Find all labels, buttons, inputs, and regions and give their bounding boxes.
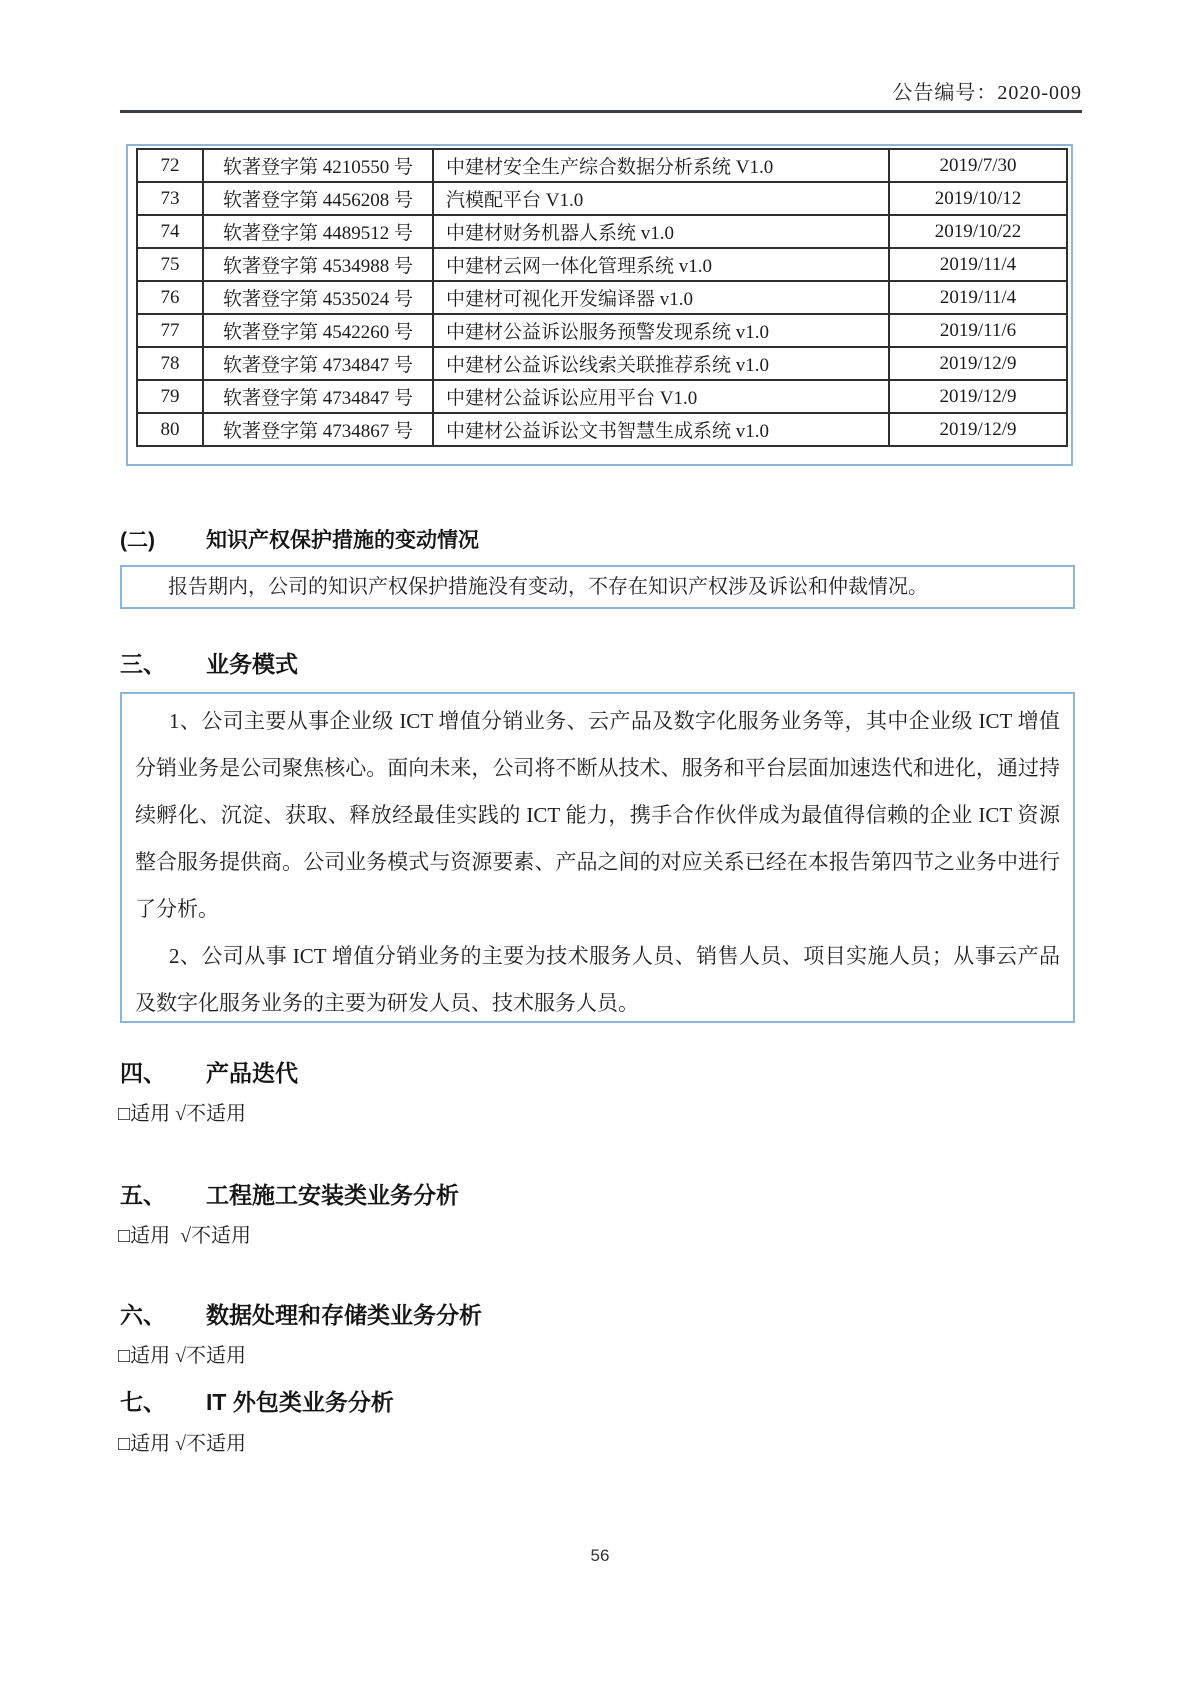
cell-software-name: 中建材财务机器人系统 v1.0 xyxy=(433,215,889,248)
section-ip-protection-heading xyxy=(120,524,479,554)
table-row xyxy=(137,380,1067,413)
cell-software-name: 中建材公益诉讼服务预警发现系统 v1.0 xyxy=(433,314,889,347)
table-row xyxy=(137,413,1067,446)
copyright-table xyxy=(136,148,1068,447)
doc-number: 公告编号：2020-009 xyxy=(892,82,1082,104)
cell-registration-date: 2019/11/4 xyxy=(889,248,1067,281)
table-row xyxy=(137,314,1067,347)
cell-registration-no: 软著登字第 4734867 号 xyxy=(203,413,433,446)
cell-index: 77 xyxy=(137,314,203,347)
ip-protection-statement-box xyxy=(120,565,1075,609)
cell-index: 78 xyxy=(137,347,203,380)
table-row xyxy=(137,149,1067,182)
cell-index: 74 xyxy=(137,215,203,248)
section-number: 四、 xyxy=(120,1060,166,1086)
section-number: 五、 xyxy=(120,1182,166,1208)
cell-registration-date: 2019/11/6 xyxy=(889,314,1067,347)
cell-registration-date: 2019/12/9 xyxy=(889,413,1067,446)
cell-index: 75 xyxy=(137,248,203,281)
cell-registration-date: 2019/10/12 xyxy=(889,182,1067,215)
cell-registration-no: 软著登字第 4734847 号 xyxy=(203,380,433,413)
cell-registration-no: 软著登字第 4535024 号 xyxy=(203,281,433,314)
table-row xyxy=(137,248,1067,281)
cell-software-name: 中建材安全生产综合数据分析系统 V1.0 xyxy=(433,149,889,182)
section-number: 六、 xyxy=(120,1302,166,1328)
header-rule xyxy=(120,110,1082,113)
cell-registration-date: 2019/11/4 xyxy=(889,281,1067,314)
section-title: 工程施工安装类业务分析 xyxy=(206,1182,459,1208)
section-it-outsourcing-heading xyxy=(120,1384,394,1417)
cell-software-name: 中建材云网一体化管理系统 v1.0 xyxy=(433,248,889,281)
cell-software-name: 中建材公益诉讼线索关联推荐系统 v1.0 xyxy=(433,347,889,380)
copyright-table-box xyxy=(126,144,1073,466)
business-model-paragraph-2: 2、公司从事 ICT 增值分销业务的主要为技术服务人员、销售人员、项目实施人员；从事云产品及数字化服务业务的主要为研发人员、技术服务人员。 xyxy=(135,944,1060,1015)
section-title: 产品迭代 xyxy=(206,1060,298,1086)
construction-applicability: □适用 √不适用 xyxy=(118,1225,252,1247)
cell-index: 73 xyxy=(137,182,203,215)
cell-registration-date: 2019/12/9 xyxy=(889,380,1067,413)
business-model-box xyxy=(120,692,1075,1023)
ip-protection-statement: 报告期内，公司的知识产权保护措施没有变动，不存在知识产权涉及诉讼和仲裁情况。 xyxy=(168,576,928,598)
table-row xyxy=(137,215,1067,248)
section-title: IT 外包类业务分析 xyxy=(206,1389,394,1415)
section-business-model-heading xyxy=(120,646,298,679)
section-construction-heading xyxy=(120,1177,459,1210)
cell-registration-date: 2019/7/30 xyxy=(889,149,1067,182)
business-model-paragraph-1: 1、公司主要从事企业级 ICT 增值分销业务、云产品及数字化服务业务等，其中企业级 ICT 增值分销业务是公司聚焦核心。面向未来，公司将不断从技术、服务和平台层面加速迭代和进化，通过持续孵化、沉淀、获取、释放经最佳实践的 ICT 能力，携手合作伙伴成为最值得信赖的企业 ICT 资源整合服务提供商。公司业务模式与资源要素、产品之间的对应关系已经在本报告第四节之业务中进行了分析。 xyxy=(135,709,1060,921)
page-header xyxy=(120,76,1082,105)
cell-software-name: 中建材公益诉讼应用平台 V1.0 xyxy=(433,380,889,413)
cell-index: 79 xyxy=(137,380,203,413)
cell-software-name: 中建材可视化开发编译器 v1.0 xyxy=(433,281,889,314)
cell-index: 80 xyxy=(137,413,203,446)
cell-registration-no: 软著登字第 4542260 号 xyxy=(203,314,433,347)
it-outsourcing-applicability: □适用 √不适用 xyxy=(118,1433,247,1455)
data-processing-applicability: □适用 √不适用 xyxy=(118,1345,247,1367)
section-number: 三、 xyxy=(120,651,166,677)
cell-index: 72 xyxy=(137,149,203,182)
cell-registration-no: 软著登字第 4734847 号 xyxy=(203,347,433,380)
cell-registration-no: 软著登字第 4489512 号 xyxy=(203,215,433,248)
section-title: 数据处理和存储类业务分析 xyxy=(206,1302,482,1328)
table-row xyxy=(137,347,1067,380)
section-title: 业务模式 xyxy=(206,651,298,677)
cell-software-name: 汽模配平台 V1.0 xyxy=(433,182,889,215)
section-product-iteration-heading xyxy=(120,1055,298,1088)
section-title: 知识产权保护措施的变动情况 xyxy=(206,529,479,552)
cell-registration-no: 软著登字第 4210550 号 xyxy=(203,149,433,182)
section-number: 七、 xyxy=(120,1389,166,1415)
product-iteration-applicability: □适用 √不适用 xyxy=(118,1103,247,1125)
cell-software-name: 中建材公益诉讼文书智慧生成系统 v1.0 xyxy=(433,413,889,446)
page-number: 56 xyxy=(590,1546,610,1565)
cell-index: 76 xyxy=(137,281,203,314)
cell-registration-date: 2019/10/22 xyxy=(889,215,1067,248)
section-data-processing-heading xyxy=(120,1297,482,1330)
cell-registration-no: 软著登字第 4456208 号 xyxy=(203,182,433,215)
cell-registration-date: 2019/12/9 xyxy=(889,347,1067,380)
section-number: (二) xyxy=(120,529,155,552)
cell-registration-no: 软著登字第 4534988 号 xyxy=(203,248,433,281)
table-row xyxy=(137,281,1067,314)
copyright-table-body xyxy=(137,149,1067,446)
table-row xyxy=(137,182,1067,215)
